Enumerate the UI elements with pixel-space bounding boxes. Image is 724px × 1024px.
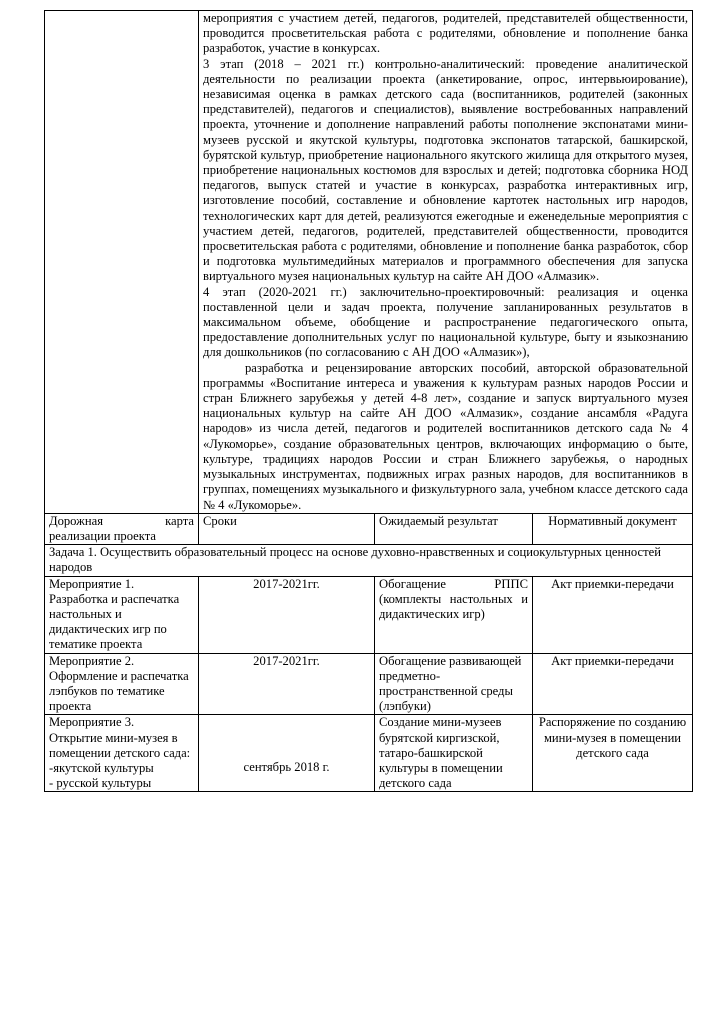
table-header-row bbox=[45, 513, 693, 544]
event-cell: Мероприятие 2. Оформление и распечатка лэпбуков по тематике проекта bbox=[45, 653, 199, 715]
period-cell: 2017-2021гг. bbox=[199, 576, 375, 653]
event-subtitle: Открытие мини-музея в помещении детского сада: bbox=[49, 730, 191, 760]
stages-label-cell bbox=[45, 11, 199, 514]
stage3-text: 3 этап (2018 – 2021 гг.) контрольно-аналитический: проведение аналитической деятельности по реализации проекта (анкетирование, опрос, интервьюирование), независимая оценка в рамках детского сада (воспитанников, родителей (законных представителей), педагогов и специалистов), выявление востребованных направлений проекта, уточнение и дополнение направлений работы пополнение экспонатами мини-музеев русской и якутской культуры, подготовка экспонатов татарской, башкирской, бурятской культур, приобретение национального якутского жилища для открытого музея, приобретение национальных костюмов для взрослых и детей; подготовка сборника НОД педагогов, выпуск статей и участие в конкурсах, разработка интерактивных игр, изготовление пособий, составление и обновление картотек настольных игр народов, технологических карт для детей, реализуются ежегодные и еженедельные мероприятия с участием детей, педагогов, родителей, представителей общественности, проводится просветительская работа с родителями, обновление и пополнение банка разработок, сбор и подготовка мультимедийных материалов и программного обеспечения для запуска виртуального музея национальных культур на сайте АН ДОО «Алмазик». bbox=[203, 56, 689, 284]
table-row bbox=[45, 576, 693, 653]
event-cell bbox=[45, 715, 199, 792]
task-row bbox=[45, 545, 693, 576]
table-row bbox=[45, 653, 693, 715]
period-cell bbox=[199, 715, 375, 792]
event-item-yakut: -якутской культуры bbox=[49, 760, 154, 775]
result-cell: Обогащение РППС (комплекты настольных и дидактических игр) bbox=[375, 576, 533, 653]
stage4-text: 4 этап (2020-2021 гг.) заключительно-проектировочный: реализация и оценка поставленной цели и задач проекта, получение запланированных результатов в максимальном объеме, обобщение и распространение педагогического опыта, предоставление дополнительных услуг по национальной культуре, быту и языкознанию для дошкольников (по согласованию с АН ДОО «Алмазик»), bbox=[203, 284, 689, 360]
event-title: Мероприятие 3. bbox=[49, 715, 135, 730]
table-row bbox=[45, 715, 693, 792]
result-cell: Создание мини-музеев бурятской киргизской, татаро-башкирской культуры в помещении детского сада bbox=[375, 715, 533, 792]
project-table bbox=[44, 10, 693, 792]
header-document: Нормативный документ bbox=[533, 513, 693, 544]
result-cell: Обогащение развивающей предметно-пространственной среды (лэпбуки) bbox=[375, 653, 533, 715]
task-1-text: Задача 1. Осуществить образовательный процесс на основе духовно-нравственных и социокультурных ценностей народов bbox=[45, 545, 693, 576]
document-cell: Акт приемки-передачи bbox=[533, 576, 693, 653]
header-period: Сроки bbox=[199, 513, 375, 544]
document-cell: Акт приемки-передачи bbox=[533, 653, 693, 715]
stage2-tail-text: мероприятия с участием детей, педагогов, родителей, представителей общественности, проводится просветительская работа с родителями, обновление и пополнение банка разработок, участие в конкурсах. bbox=[203, 11, 689, 56]
header-result: Ожидаемый результат bbox=[375, 513, 533, 544]
document-cell: Распоряжение по созданию мини-музея в помещении детского сада bbox=[533, 715, 693, 792]
stages-description-cell bbox=[199, 11, 693, 514]
header-roadmap: Дорожная карта реализации проекта bbox=[45, 513, 199, 544]
document-page bbox=[44, 10, 692, 792]
event-item-russian: - русской культуры bbox=[49, 776, 152, 791]
stage4-continued-text: разработка и рецензирование авторских пособий, авторской образовательной программы «Воспитание интереса и уважения к культурам разных народов России и стран Ближнего зарубежья у детей 4-8 лет», создание и запуск виртуального музея национальных культур на сайте АН ДОО «Алмазик», создание ансамбля «Радуга народов» из числа детей, педагогов и родителей воспитанников детского сада № 4 «Лукоморье», создание образовательных центров, включающих информацию о быте, культуре, традициях народов России и стран Ближнего зарубежья, о народных музыкальных инструментах, подвижных играх разных народов, для воспитанников в группах, помещениях музыкального и физкультурного зала, учебном классе детского сада № 4 «Лукоморье». bbox=[203, 360, 689, 512]
stages-row bbox=[45, 11, 693, 514]
event-cell: Мероприятие 1. Разработка и распечатка настольных и дидактических игр по тематике проекта bbox=[45, 576, 199, 653]
period-cell: 2017-2021гг. bbox=[199, 653, 375, 715]
period-text: сентябрь 2018 г. bbox=[243, 760, 330, 775]
